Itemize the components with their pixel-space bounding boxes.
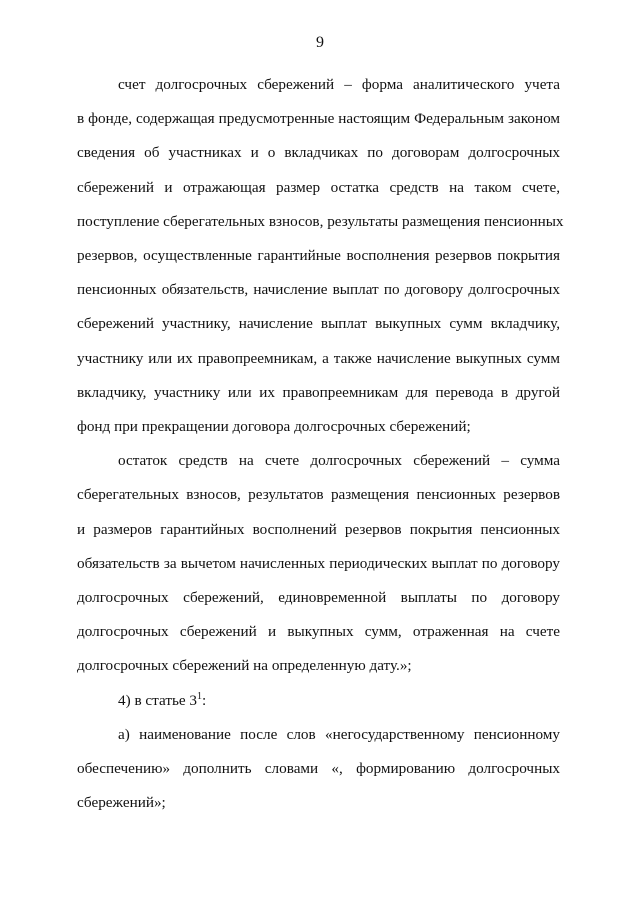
text-line: фонд при прекращении договора долгосрочных сбережений; bbox=[77, 418, 471, 436]
text-line: обеспечению» дополнить словами «, формированию долгосрочных bbox=[77, 760, 560, 778]
amendment-item-a bbox=[77, 718, 560, 821]
text-line: в фонде, содержащая предусмотренные настоящим Федеральным законом bbox=[77, 110, 560, 128]
amendment-item-4 bbox=[77, 684, 560, 718]
text-line: сберегательных взносов, результатов размещения пенсионных резервов bbox=[77, 486, 560, 504]
text-line: счет долгосрочных сбережений – форма аналитического учета bbox=[118, 76, 560, 93]
document-body bbox=[77, 68, 564, 820]
text-line: сбережений и отражающая размер остатка средств на таком счете, bbox=[77, 178, 560, 196]
item4-prefix: 4) в статье 3 bbox=[118, 691, 198, 709]
text-line bbox=[77, 684, 560, 718]
article-superscript: 1 bbox=[197, 690, 203, 702]
text-line: сбережений»; bbox=[77, 794, 166, 812]
text-line: вкладчику, участнику или их правопреемникам для перевода в другой bbox=[77, 383, 560, 401]
definition-long-term-savings-account bbox=[77, 68, 564, 444]
text-line: сведения об участниках и о вкладчиках по договорам долгосрочных bbox=[77, 144, 560, 162]
text-line: долгосрочных сбережений и выкупных сумм, отраженная на счете bbox=[77, 623, 560, 641]
text-line: пенсионных обязательств, начисление выплат по договору долгосрочных bbox=[77, 281, 560, 299]
text-line: поступление сберегательных взносов, результаты размещения пенсионных bbox=[77, 212, 564, 230]
item4-suffix: : bbox=[202, 691, 207, 709]
text-line: и размеров гарантийных восполнений резервов покрытия пенсионных bbox=[77, 520, 560, 538]
text-line: а) наименование после слов «негосударственному пенсионному bbox=[118, 725, 560, 743]
text-line: резервов, осуществленные гарантийные восполнения резервов покрытия bbox=[77, 247, 560, 265]
definition-account-balance bbox=[77, 444, 560, 683]
text-line: долгосрочных сбережений, единовременной выплаты по договору bbox=[77, 589, 560, 607]
text-line: долгосрочных сбережений на определенную дату.»; bbox=[77, 657, 412, 675]
text-line: участнику или их правопреемникам, а также начисление выкупных сумм bbox=[77, 349, 560, 367]
text-line: остаток средств на счете долгосрочных сбережений – сумма bbox=[118, 452, 560, 470]
page-number: 9 bbox=[316, 34, 324, 51]
text-line: обязательств за вычетом начисленных периодических выплат по договору bbox=[77, 554, 560, 572]
text-line: сбережений участнику, начисление выплат выкупных сумм вкладчику, bbox=[77, 315, 560, 333]
